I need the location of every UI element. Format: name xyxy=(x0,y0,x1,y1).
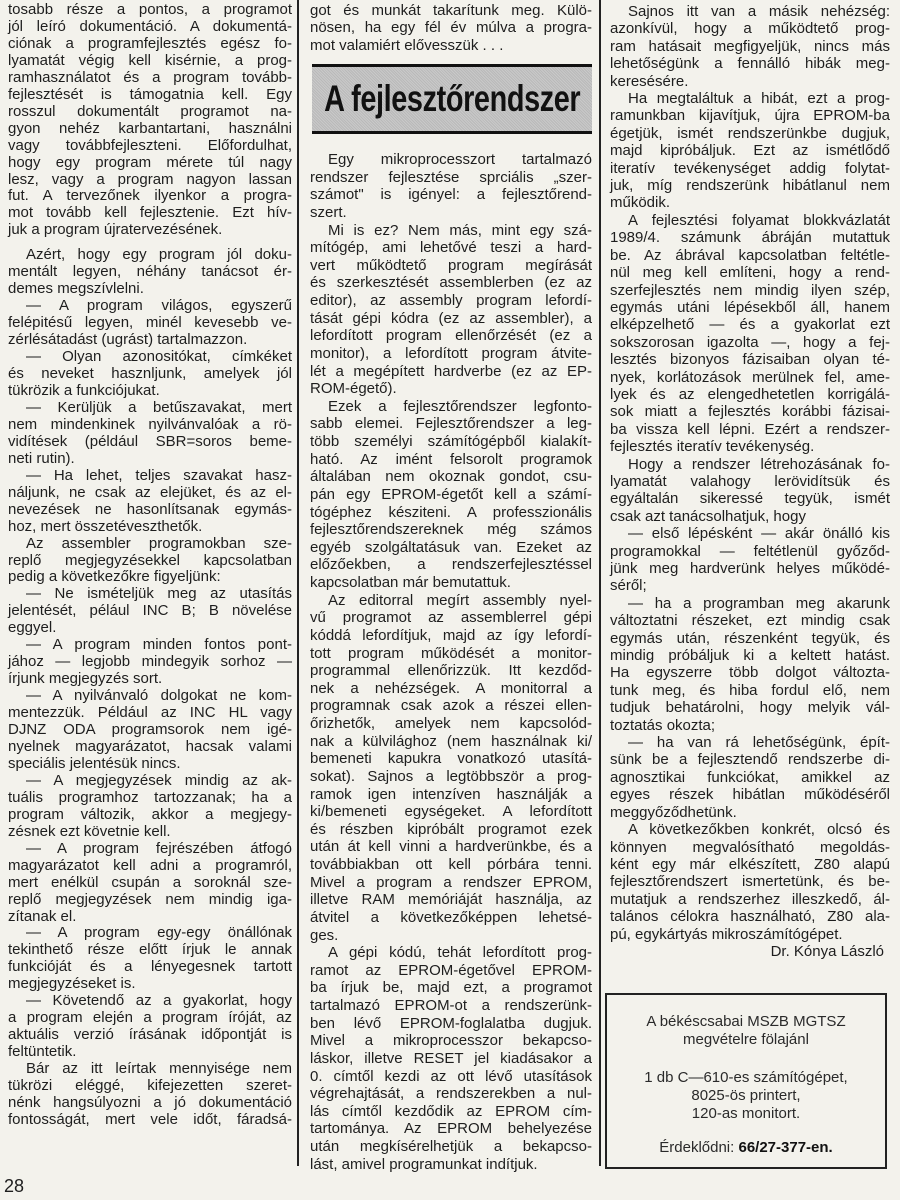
paragraph xyxy=(8,468,292,536)
paragraph xyxy=(610,456,890,526)
article-column-1 xyxy=(8,2,292,1129)
text-line: program változik, akkor a megjegy- xyxy=(8,805,292,823)
text-line: — Ne ismételjük meg az utasítás xyxy=(26,585,292,603)
text-line: Hogy a rendszer létrehozásának fo- xyxy=(628,455,890,473)
text-line: speciális jelentésük nincs. xyxy=(8,754,181,772)
text-line: tását gépi kódra (ez az assembler), a xyxy=(310,309,592,327)
paragraph xyxy=(610,90,890,212)
text-line: nyelnek magyarázatot, hacsak valami xyxy=(8,737,292,755)
text-line: A következőkben konkrét, olcsó és xyxy=(628,821,890,839)
text-line: — A program világos, egyszerű xyxy=(26,297,292,315)
text-line: azonkívül, hogy a működtető prog- xyxy=(610,20,890,38)
text-line: DJNZ ODA programsorok nem igé- xyxy=(8,721,292,739)
paragraph xyxy=(8,637,292,688)
text-line: lét a megépített hardverbe (ez az EP- xyxy=(310,362,592,380)
text-line: Bár az itt leírtak mennyisége nem xyxy=(26,1060,292,1078)
text-line: replő megjegyzésekkel kapcsolatban xyxy=(8,551,292,569)
ad-item: 8025-ös printert, xyxy=(691,1087,801,1104)
text-line: mítógép, ami lehetővé teszi a hard- xyxy=(310,239,592,257)
text-line: Ha megtaláltuk a hibát, ezt a prog- xyxy=(628,90,890,108)
text-line: nösen, ha egy fél év múlva a progra- xyxy=(310,19,592,37)
text-line: jól leíró dokumentáció. A dokumentá- xyxy=(8,17,292,35)
text-line: és szerkesztését assemblerben (ez az xyxy=(310,274,592,292)
text-line: programnak csak azok a részei ellen- xyxy=(310,697,592,715)
text-line: tartománya. Az EPROM behelyezése xyxy=(310,1120,592,1138)
text-line: fejlesztés iteratív tevékenység. xyxy=(610,438,815,456)
text-line: szert. xyxy=(310,203,347,221)
text-line: egymás utáni lépésekből áll, hanem xyxy=(610,298,890,316)
text-line: egyáltalán sikeressé tegyük, ismét xyxy=(610,490,890,508)
text-line: bemeneti kapukra vonatkozó utasítá- xyxy=(310,750,592,768)
ad-item: 1 db C—610-es számítógépet, xyxy=(644,1069,848,1086)
text-line: végrehajtását, a rendszerekben a nul- xyxy=(310,1085,592,1103)
text-line: rendszer fejlesztése sprciális „szer- xyxy=(310,168,592,186)
text-line: tunk meg, és hiba fordul elő, nem xyxy=(610,681,890,699)
text-line: meggyőződhetünk. xyxy=(610,803,737,821)
text-line: ható. Az imént felsorolt programok xyxy=(310,450,592,468)
paragraph xyxy=(610,821,890,943)
text-line: editor), az assembly program lefordí- xyxy=(310,292,592,309)
text-line: 1989/4. számunk ábráján mutattuk xyxy=(610,229,890,247)
text-line: Mivel a program a rendszer EPROM, xyxy=(310,873,592,891)
text-line: lyamatát végig kell kisérnie, a prog- xyxy=(8,51,292,69)
text-line: lyek és az elengedhetetlen korrigálá- xyxy=(610,385,890,403)
text-line: jünk meg hardverünk helyes működé- xyxy=(610,560,890,577)
text-line: Az assembler programokban sze- xyxy=(26,534,292,552)
section-title: A fejlesztőrendszer xyxy=(323,78,581,119)
paragraph xyxy=(610,595,890,734)
text-line: — A program fejrészében átfogó xyxy=(26,839,292,857)
text-line: könnyen megvalósítható megoldás- xyxy=(610,838,890,856)
text-line: ramhasználatot és a program tovább- xyxy=(8,68,292,86)
text-line: tuális programhoz tartozzanak; ha a xyxy=(8,788,292,806)
article-column-2 xyxy=(310,151,592,1173)
text-line: nyek, korlátozások merülnek fel, ame- xyxy=(610,368,890,386)
text-line: got és munkát takarítunk meg. Külö- xyxy=(310,2,592,19)
paragraph xyxy=(8,298,292,349)
paragraph xyxy=(310,944,592,1173)
text-line: sok miatt a fejlesztés korábbi fázisai- xyxy=(610,403,890,421)
text-line: égetjük, ismét rendszerünkbe dugjuk, xyxy=(610,124,890,142)
ad-intro-line: A békéscsabai MSZB MGTSZ xyxy=(646,1013,846,1030)
text-line: pán egy EPROM-égetőt kell a számí- xyxy=(310,485,592,503)
text-line: keresésére. xyxy=(610,72,689,90)
text-line: fejlesztőrendszert ismertetünk, és be- xyxy=(610,873,890,891)
text-line: egyéb szolgáltatásuk van. Ezeket az xyxy=(310,538,592,556)
text-line: A fejlesztési folyamat blokkvázlatát xyxy=(628,211,890,229)
paragraph xyxy=(8,925,292,993)
text-line: tosabb része a pontos, a programot xyxy=(8,1,292,18)
text-line: — A nyilvánvaló dolgokat ne kom- xyxy=(26,687,292,705)
paragraph xyxy=(8,247,292,298)
text-line: zérlésátadást (ugrást) tartalmazzon. xyxy=(8,331,248,349)
text-line: — ha a programban meg akarunk xyxy=(628,594,890,612)
text-line: gyon nehéz karbantartani, használni xyxy=(8,119,292,137)
text-line: változtatni részeket, ezt mindig csak xyxy=(610,612,890,630)
text-line: demes megszívlelni. xyxy=(8,280,144,298)
text-line: egymás után, részenként tegyük, és xyxy=(610,629,890,647)
text-line: Ezek a fejlesztőrendszer legfonto- xyxy=(328,397,592,415)
text-line: replő megjegyzések nem mindig iga- xyxy=(8,890,292,908)
text-line: ben lévő EPROM-foglalatba dugjuk. xyxy=(310,1014,592,1032)
text-line: számot" is igényel: a fejlesztőrend- xyxy=(310,186,592,204)
text-line: őrizhetők, amelyek nem kapcsolód- xyxy=(310,715,592,732)
text-line: funkcióját és a lényegesnek tartott xyxy=(8,958,292,976)
text-line: mot tovább kell fejlesztenie. Ezt hív- xyxy=(8,204,292,222)
text-line: után megkísérelhetjük a bekapcso- xyxy=(310,1138,592,1155)
text-line: lesztés bizonyos fázisaiban olyan té- xyxy=(610,351,890,369)
paragraph xyxy=(8,773,292,841)
text-line: tükrözi eléggé, kifejezetten szeret- xyxy=(8,1077,292,1095)
text-line: tartalmazó EPROM-ot a rendszerünk- xyxy=(310,997,592,1014)
text-line: pú, egykártyás mikroszámítógépet. xyxy=(610,925,843,943)
text-line: lefordított program ellenőrzését (ez a xyxy=(310,327,592,345)
paragraph xyxy=(8,586,292,637)
column-divider xyxy=(599,0,601,1166)
text-line: mentált legyen, néhány tanácsot ér- xyxy=(8,263,292,281)
text-line: lehetőségünk a fennálló hibák meg- xyxy=(610,55,890,73)
text-line: — A megjegyzések mindig az ak- xyxy=(26,771,292,789)
text-line: Az editorral megírt assembly nyel- xyxy=(328,591,592,609)
text-line: 0. címtől kezdi az ott lévő utasítások xyxy=(310,1067,592,1085)
paragraph xyxy=(610,3,890,90)
ad-contact-label: Érdeklődni: xyxy=(659,1139,735,1156)
text-line: — első lépésként — akár önálló kis xyxy=(628,525,890,543)
text-line: fejlesztését is támogatnia kell. Egy xyxy=(8,85,292,103)
text-line: pedig a következőkre figyeljünk: xyxy=(8,568,221,586)
text-line: ki/bemeneti egységeket. A lefordított xyxy=(310,803,592,821)
text-line: — Kerüljük a betűszavakat, mert xyxy=(26,398,292,416)
paragraph xyxy=(310,2,592,54)
text-line: mert enélkül csupán a soroknál sze- xyxy=(8,873,292,891)
paragraph xyxy=(310,592,592,945)
text-line: több személyi számítógépből kialakít- xyxy=(310,433,592,450)
text-line: — ha van rá lehetőségünk, épít- xyxy=(628,734,890,752)
text-line: Ha egyszerre több dolgot változta- xyxy=(610,664,890,682)
text-line: láskor, illetve RESET jel kiadásakor a xyxy=(310,1049,592,1067)
text-line: nek a nehézségek. A monitorral a xyxy=(310,679,592,697)
text-line: sokat). Sajnos a legtöbbször a prog- xyxy=(310,767,592,785)
text-line: — A program minden fontos pont- xyxy=(26,636,292,654)
text-line: ramok igen intenzíven használják a xyxy=(310,785,592,803)
text-line: írjunk megjegyzés sort. xyxy=(8,670,163,688)
text-line: — Ha lehet, teljes szavakat hasz- xyxy=(26,466,292,484)
text-line: jához — legjobb mindegyik sorhoz — xyxy=(8,653,292,671)
text-line: ges. xyxy=(310,926,339,944)
text-line: majd kipróbáljuk. Ezt az ismétlődő xyxy=(610,142,890,160)
section-title-banner xyxy=(312,64,592,134)
text-line: fontosságát, mert vele időt, fáradsá- xyxy=(8,1110,292,1128)
paragraph xyxy=(310,398,592,592)
column-divider xyxy=(297,0,299,1166)
text-line: működik. xyxy=(610,194,671,212)
text-line: Mivel a mikroprocesszor bekapcso- xyxy=(310,1032,592,1050)
text-line: ram hatásait megfigyeljük, nincs más xyxy=(610,37,890,55)
ad-item: 120-as monitort. xyxy=(691,1105,801,1122)
text-line: nénk hangsúlyozni a jó dokumentáció xyxy=(8,1094,292,1111)
text-line: megjegyzéseket is. xyxy=(8,975,136,993)
text-line: vagy továbbfejleszteni. Előfordulhat, xyxy=(8,136,292,154)
text-line: zítanak el. xyxy=(8,907,77,925)
text-line: egyes részek hibátlan működéséről xyxy=(610,786,890,804)
text-line: aktuális verzió írásának időpontját is xyxy=(8,1026,292,1044)
text-line: kapcsolatban már bemutattuk. xyxy=(310,574,511,591)
text-line: náljunk, ne csak az elejüket, és az el- xyxy=(8,483,292,501)
paragraph xyxy=(610,525,890,595)
text-line: feltüntetik. xyxy=(8,1043,77,1061)
text-line: — Követendő az a gyakorlat, hogy xyxy=(26,992,292,1010)
page-number: 28 xyxy=(4,1176,25,1196)
text-line: vert működtető program megírását xyxy=(310,256,592,274)
text-line: Mi is ez? Nem más, mint egy szá- xyxy=(328,221,592,239)
text-line: toztatás okozta; xyxy=(610,716,716,734)
text-line: elképzelhető — és a gyakorlat ezt xyxy=(610,316,890,334)
text-line: csak azt tanácsolhatjuk, hogy xyxy=(610,507,806,525)
text-line: fut. A tervezőnek ilyenkor a progra- xyxy=(8,187,292,205)
text-line: vű programot az assemblerrel gépi xyxy=(310,609,592,627)
paragraph xyxy=(8,841,292,926)
text-line: A gépi kódú, tehát lefordított prog- xyxy=(328,944,592,962)
text-line: rosszul dokumentált programot na- xyxy=(8,102,292,120)
ad-contact-phone: 66/27-377-en. xyxy=(738,1139,833,1156)
article-column-3 xyxy=(610,3,890,960)
text-line: kóddá lefordítjuk, majd az így lefordí- xyxy=(310,626,592,644)
text-line: ba vissza kell lépni. Ezért a rendszer- xyxy=(610,420,890,438)
text-line: nevezések ne hasonlítsanak egymás- xyxy=(8,500,292,518)
text-line: neti rutin). xyxy=(8,449,75,467)
paragraph xyxy=(310,222,592,398)
text-line: és részben kipróbált programot ezek xyxy=(310,820,592,838)
text-line: ROM-égető). xyxy=(310,380,397,398)
text-line: a program elején a program íróját, az xyxy=(8,1009,292,1027)
text-line: — Olyan azonositókat, címkéket xyxy=(26,348,292,366)
text-line: ként egy már elkészített, Z80 alapú xyxy=(610,855,890,873)
text-line: mentezzük. Például az INC HL vagy xyxy=(8,704,292,722)
text-line: séről; xyxy=(610,577,647,595)
text-line: és neveket hasznljunk, amelyek jól xyxy=(8,365,292,383)
paragraph xyxy=(610,734,890,821)
text-line: Azért, hogy egy program jól doku- xyxy=(26,246,292,264)
text-line: ramunkban kijavítjuk, újra EPROM-ba xyxy=(610,107,890,125)
text-line: felépitésű legyen, minél kevesebb ve- xyxy=(8,314,292,332)
text-line: fejlesztőrendszereknek még számos xyxy=(310,521,592,539)
text-line: programmal ellenőrizzük. Itt kezdőd- xyxy=(310,662,592,680)
advertisement-box xyxy=(605,993,887,1169)
text-line: zésnek ezt követnie kell. xyxy=(8,822,171,840)
text-line: mutatjuk a rendszerhez illeszkedő, ál- xyxy=(610,890,890,908)
paragraph xyxy=(310,151,592,222)
text-line: előzőekben, a rendszerfejlesztéssel xyxy=(310,556,592,574)
text-line: be. Az ábrával kapcsolatban feltétle- xyxy=(610,246,890,264)
text-line: ciónak a programfejlesztés egész fo- xyxy=(8,34,292,52)
text-line: lás címtől kezdődik az EPROM cím- xyxy=(310,1102,592,1120)
text-line: nak a külvilághoz (nem használnak ki/ xyxy=(310,732,592,750)
paragraph xyxy=(610,212,890,456)
text-line: tekinthető része előtt írjuk le annak xyxy=(8,941,292,959)
text-line: agnosztikai funkciókat, amikkel az xyxy=(610,768,890,786)
text-line: tott program működését a monitor- xyxy=(310,644,592,662)
text-line: eggyel. xyxy=(8,619,57,637)
paragraph xyxy=(8,349,292,400)
text-line: lesz, vagy a program nagyon lassan xyxy=(8,170,292,188)
text-line: hogy egy program mérete túl nagy xyxy=(8,153,292,171)
text-line: lást, amivel programunkat indítjuk. xyxy=(310,1155,538,1173)
text-line: lyamatát valahogy lerövidítsük és xyxy=(610,472,890,490)
text-line: programokkal — feltétlenül győződ- xyxy=(610,542,890,560)
paragraph xyxy=(8,400,292,468)
text-line: Sajnos itt van a másik nehézség: xyxy=(628,3,890,20)
text-line: szerfejlesztés nem mindig ilyen szép, xyxy=(610,281,890,299)
text-line: Egy mikroprocesszort tartalmazó xyxy=(328,151,592,168)
text-line: mindig próbáljuk ki a keltett hatást. xyxy=(610,647,890,665)
text-line: mot valamiért elővesszük . . . xyxy=(310,36,504,54)
text-line: sokszorosan igazolta —, hogy a fej- xyxy=(610,333,890,351)
text-line: illetve RAM memóriáját használja, az xyxy=(310,891,592,909)
paragraph xyxy=(8,993,292,1061)
text-line: nem mindenkinek nyilvánvalóak a rö- xyxy=(8,415,292,433)
text-line: iteratív tevékenységet addig folytat- xyxy=(610,159,890,177)
text-line: tudjuk behatárolni, hogy melyik vál- xyxy=(610,699,890,717)
text-line: magyarázatot kell adni a programról, xyxy=(8,856,292,874)
paragraph xyxy=(8,688,292,773)
article-column-2-top xyxy=(310,2,592,54)
text-line: általában nem okoznak gondot, csu- xyxy=(310,468,592,486)
author-signature: Dr. Kónya László xyxy=(770,942,884,960)
text-line: sünk be a fejlesztendő rendszerbe di- xyxy=(610,751,890,769)
text-line: jelentését, pélául INC B; B növelése xyxy=(8,602,292,620)
text-line: hoz, mert összetéveszthetők. xyxy=(8,517,203,535)
ad-intro-line: megvételre fölajánl xyxy=(683,1031,809,1048)
text-line: juk, míg rendszerünk hibátlanul nem xyxy=(610,177,890,195)
paragraph xyxy=(8,1061,292,1129)
text-line: tükrözik a funkciójukat. xyxy=(8,381,160,399)
text-line: tógéphez késziteni. A professzionális xyxy=(310,503,592,521)
text-line: továbbiakban ott kell pórbára tenni. xyxy=(310,856,592,873)
text-line: monitor), a lefordított program átvite- xyxy=(310,344,592,362)
text-line: sabb elemei. Fejlesztőrendszer a leg- xyxy=(310,415,592,433)
text-line: vidítések (például SBR=soros beme- xyxy=(8,432,292,450)
text-line: juk a program újratervezésének. xyxy=(8,221,223,239)
text-line: ramot az EPROM-égetővel EPROM- xyxy=(310,961,592,979)
text-line: átvitel a következőképpen lehetsé- xyxy=(310,908,592,926)
paragraph xyxy=(8,2,292,239)
text-line: — A program egy-egy önállónak xyxy=(26,924,292,942)
text-line: után át kell vinni a hardverünkbe, és a xyxy=(310,838,592,856)
text-line: nül meg kell említeni, hogy a rend- xyxy=(610,264,890,282)
text-line: talános célokra használható, Z80 ala- xyxy=(610,908,890,926)
paragraph xyxy=(8,536,292,587)
text-line: ba írjuk be, majd ezt, a programot xyxy=(310,979,592,997)
